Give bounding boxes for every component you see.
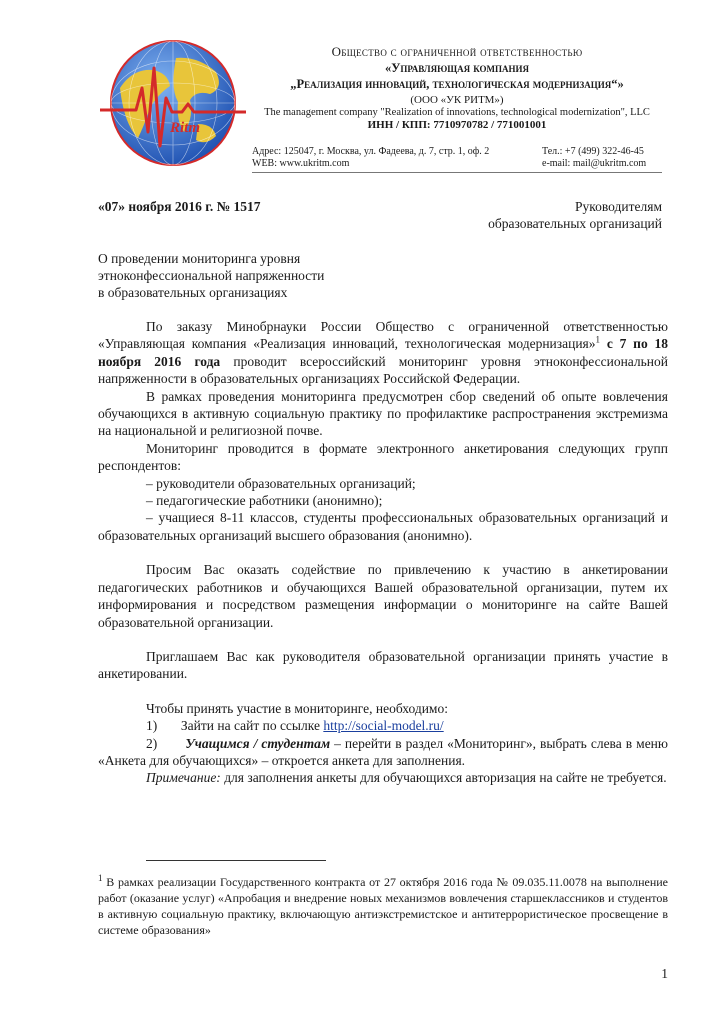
step-1 <box>98 717 668 734</box>
email: e-mail: mail@ukritm.com <box>542 158 647 169</box>
step-1-text: Зайти на сайт по ссылке <box>180 718 324 734</box>
company-name-english: The management company "Realization of innovations, technological modernization", LLC <box>264 107 650 118</box>
note-text: для заполнения анкеты для обучающихся авторизация на сайте не требуется. <box>220 770 667 786</box>
subject-line3: в образовательных организациях <box>98 285 288 300</box>
globe-logo-icon <box>98 28 248 178</box>
p1-text-b: проводит всероссийский мониторинг уровня этноконфессиональной напряженности в образовательных организациях Российской Федерации. <box>98 353 669 387</box>
step-2-number: 2) <box>146 735 158 751</box>
step-2-audience: Учащимся / студентам <box>185 735 331 751</box>
letterhead-divider <box>252 172 662 173</box>
p1-text-a: По заказу Минобрнауки России Общество с ограниченной ответственностью «Управляющая компания «Реализация инноваций, технологическая модернизация» <box>98 319 668 352</box>
page-number: 1 <box>661 966 668 981</box>
letter-subject <box>98 250 458 301</box>
company-name-line1: «Управляющая компания <box>384 61 530 75</box>
paragraph-5: Приглашаем Вас как руководителя образовательной организации принять участие в анкетировании. <box>98 648 668 682</box>
address: Адрес: 125047, г. Москва, ул. Фадеева, д. 7, стр. 1, оф. 2 <box>252 146 490 157</box>
contacts-block <box>252 146 662 170</box>
respondent-item-1: – руководители образовательных организаций; <box>146 475 416 491</box>
respondent-item-2: – педагогические работники (анонимно); <box>146 493 383 509</box>
letter-date-number: «07» ноября 2016 г. № 1517 <box>98 199 261 214</box>
paragraph-4: Просим Вас оказать содействие по привлечению к участию в анкетировании педагогических работников и обучающихся Вашей образовательной организации, путем их информирования и посредством размещения информации о мониторинге на сайте Вашей образовательной организации. <box>98 562 668 630</box>
company-short-name: (ООО «УК РИТМ») <box>410 94 504 106</box>
step-2 <box>98 735 668 770</box>
footnote <box>98 874 668 938</box>
addressee <box>488 198 662 232</box>
note-label: Примечание: <box>146 770 221 786</box>
monitoring-site-link[interactable]: http://social-model.ru/ <box>323 718 444 734</box>
footnote-text: В рамках реализации Государственного контракта от 27 октября 2016 года № 09.035.11.0078 на выполнение работ (оказание услуг) «Апробация и внедрение новых механизмов вовлечения старшеклассников и студентов в активную социальную практику, включающую антиэкстремистское и антитеррористическое просвещение в системе образования» <box>98 875 668 937</box>
letterhead <box>252 44 662 131</box>
website: WEB: www.ukritm.com <box>252 158 350 169</box>
phone: Тел.: +7 (499) 322-46-45 <box>542 146 644 157</box>
subject-line1: О проведении мониторинга уровня <box>98 251 301 266</box>
footnote-ref: 1 <box>595 334 601 345</box>
paragraph-6: Чтобы принять участие в мониторинге, необходимо: <box>146 700 448 716</box>
company-name-line2: „Реализация инноваций, технологическая модернизация“» <box>290 77 624 91</box>
subject-line2: этноконфессиональной напряженности <box>98 268 325 283</box>
step-2-text: – перейти в раздел «Мониторинг», выбрать слева в меню «Анкета для обучающихся» – откроется анкета для заполнения. <box>98 735 668 768</box>
step-1-number: 1) <box>146 718 158 734</box>
paragraph-3: Мониторинг проводится в формате электронного анкетирования следующих групп респондентов: <box>98 440 668 474</box>
respondent-item-3: – учащиеся 8-11 классов, студенты профессиональных образовательных организаций и образовательных организаций высшего образования (анонимно). <box>98 510 668 543</box>
footnote-divider <box>146 860 326 861</box>
p1-dates: с 7 по 18 ноября 2016 года <box>98 336 668 369</box>
company-type: Общество с ограниченной ответственностью <box>331 44 583 59</box>
company-tax-ids: ИНН / КПП: 7710970782 / 771001001 <box>367 119 547 131</box>
footnote-marker: 1 <box>98 873 103 883</box>
logo-wordmark: Ritm <box>170 120 201 136</box>
addressee-line1: Руководителям <box>575 199 662 214</box>
letter-body <box>98 318 668 787</box>
paragraph-1 <box>98 318 668 388</box>
note <box>98 769 668 786</box>
addressee-line2: образовательных организаций <box>488 216 662 231</box>
paragraph-2: В рамках проведения мониторинга предусмотрен сбор сведений об опыте вовлечения обучающихся в активную социальную практику по профилактике распространения экстремизма на национальной и религиозной почве. <box>98 388 668 439</box>
